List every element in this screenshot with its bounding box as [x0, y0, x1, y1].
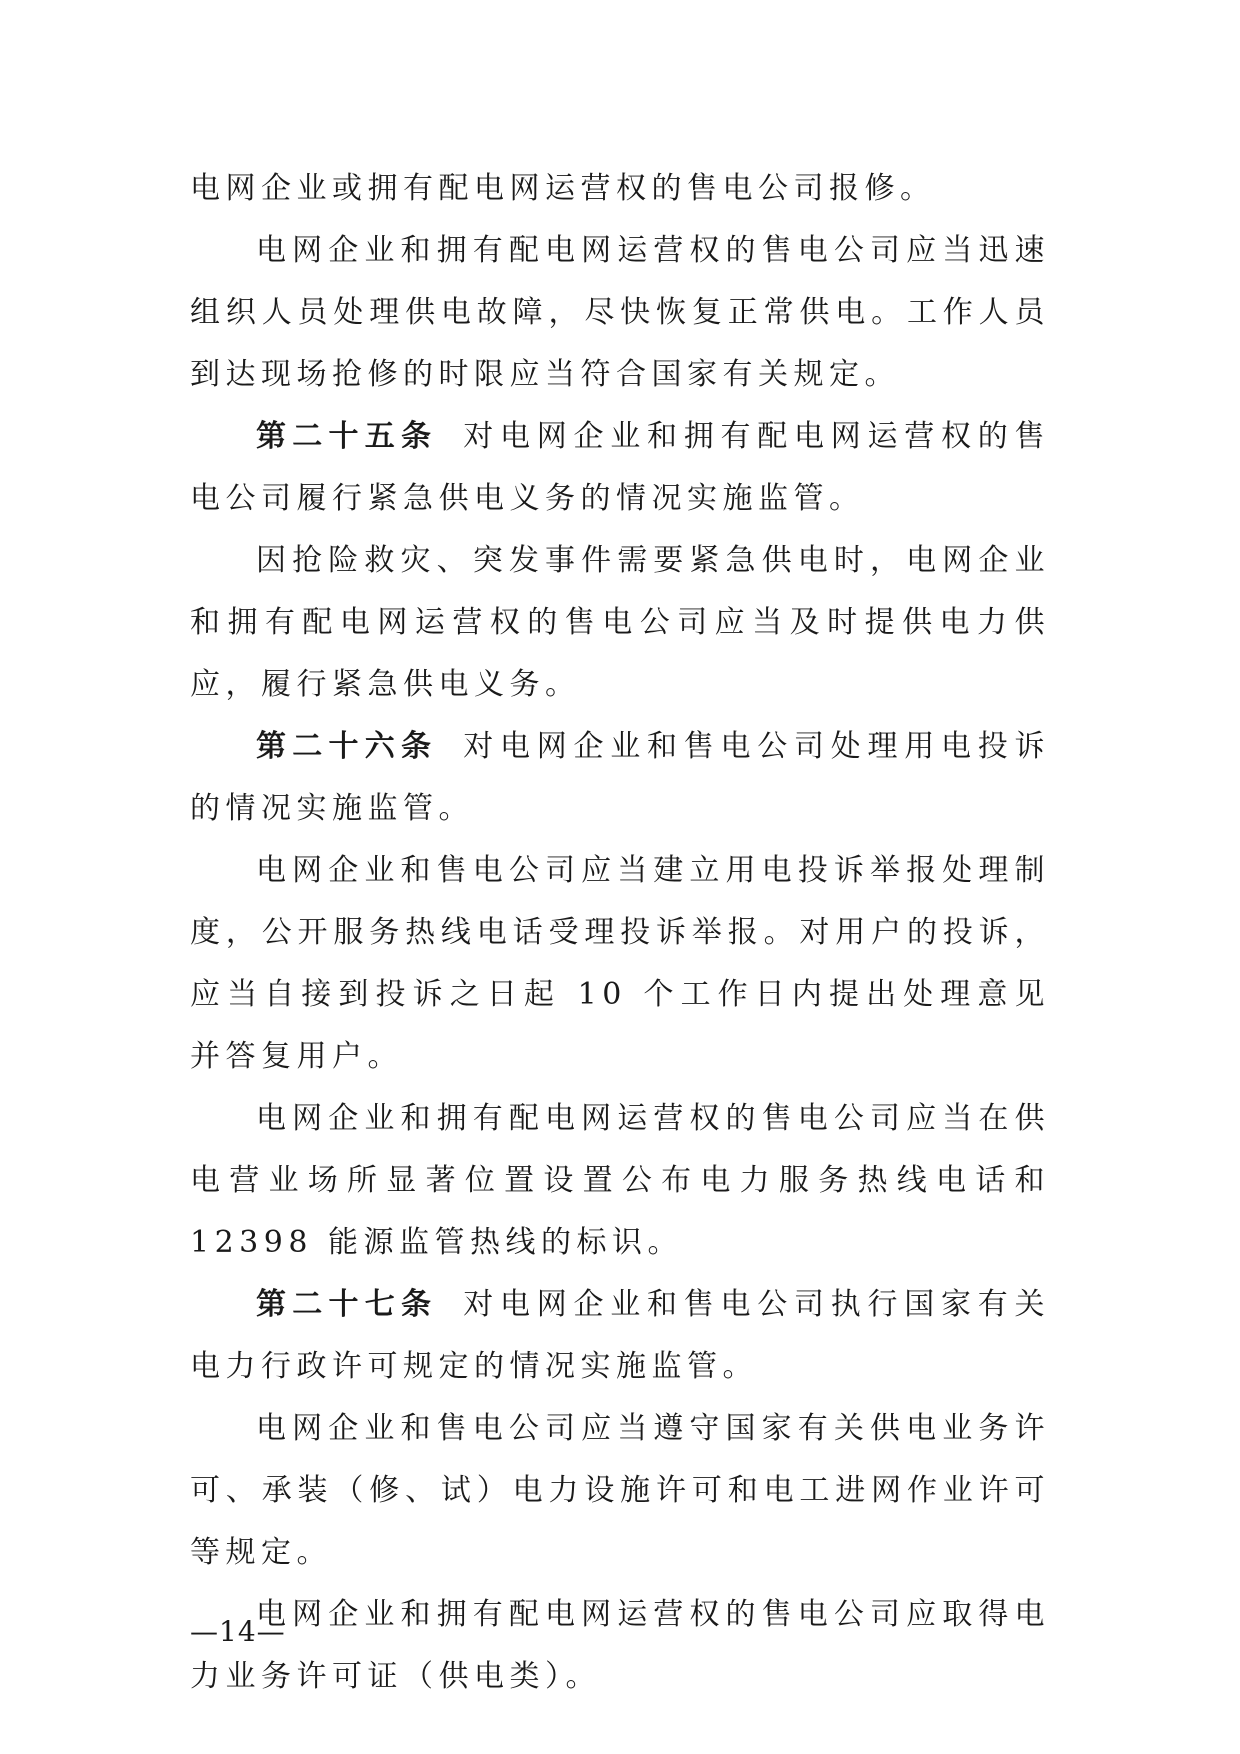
- paragraph-text: 电网企业和拥有配电网运营权的售电公司应取得电力业务许可证（供电类）。: [190, 1597, 1050, 1694]
- paragraph: [190, 530, 1050, 716]
- paragraph-text: 电网企业和拥有配电网运营权的售电公司应当在供电营业场所显著位置设置公布电力服务热线电话和 12398 能源监管热线的标识。: [190, 1101, 1050, 1260]
- article-paragraph: [190, 1274, 1050, 1398]
- paragraph: [190, 1584, 1050, 1708]
- paragraph-text: 对电网企业和售电公司处理用电投诉的情况实施监管。: [190, 729, 1050, 826]
- article-paragraph: [190, 716, 1050, 840]
- paragraph-text: 对电网企业和拥有配电网运营权的售电公司履行紧急供电义务的情况实施监管。: [190, 419, 1050, 516]
- paragraph-text: 电网企业和售电公司应当遵守国家有关供电业务许可、承装（修、试）电力设施许可和电工进网作业许可等规定。: [190, 1411, 1050, 1570]
- paragraph-text: 对电网企业和售电公司执行国家有关电力行政许可规定的情况实施监管。: [190, 1287, 1050, 1384]
- paragraph: [190, 1088, 1050, 1274]
- paragraph-text: 电网企业或拥有配电网运营权的售电公司报修。: [190, 171, 936, 206]
- paragraph-text: 因抢险救灾、突发事件需要紧急供电时，电网企业和拥有配电网运营权的售电公司应当及时提供电力供应，履行紧急供电义务。: [190, 543, 1050, 702]
- paragraph-continuation: [190, 158, 1050, 220]
- article-title: 第二十五条: [256, 419, 438, 454]
- page-number: —14—: [190, 1615, 286, 1648]
- paragraph-text: 电网企业和售电公司应当建立用电投诉举报处理制度，公开服务热线电话受理投诉举报。对用户的投诉，应当自接到投诉之日起 10 个工作日内提出处理意见并答复用户。: [190, 853, 1050, 1074]
- article-title: 第二十六条: [256, 729, 438, 764]
- paragraph-text: 电网企业和拥有配电网运营权的售电公司应当迅速组织人员处理供电故障，尽快恢复正常供电。工作人员到达现场抢修的时限应当符合国家有关规定。: [190, 233, 1050, 392]
- paragraph: [190, 220, 1050, 406]
- paragraph: [190, 840, 1050, 1088]
- article-title: 第二十七条: [256, 1287, 438, 1322]
- paragraph: [190, 1398, 1050, 1584]
- document-body: [190, 158, 1050, 1708]
- article-paragraph: [190, 406, 1050, 530]
